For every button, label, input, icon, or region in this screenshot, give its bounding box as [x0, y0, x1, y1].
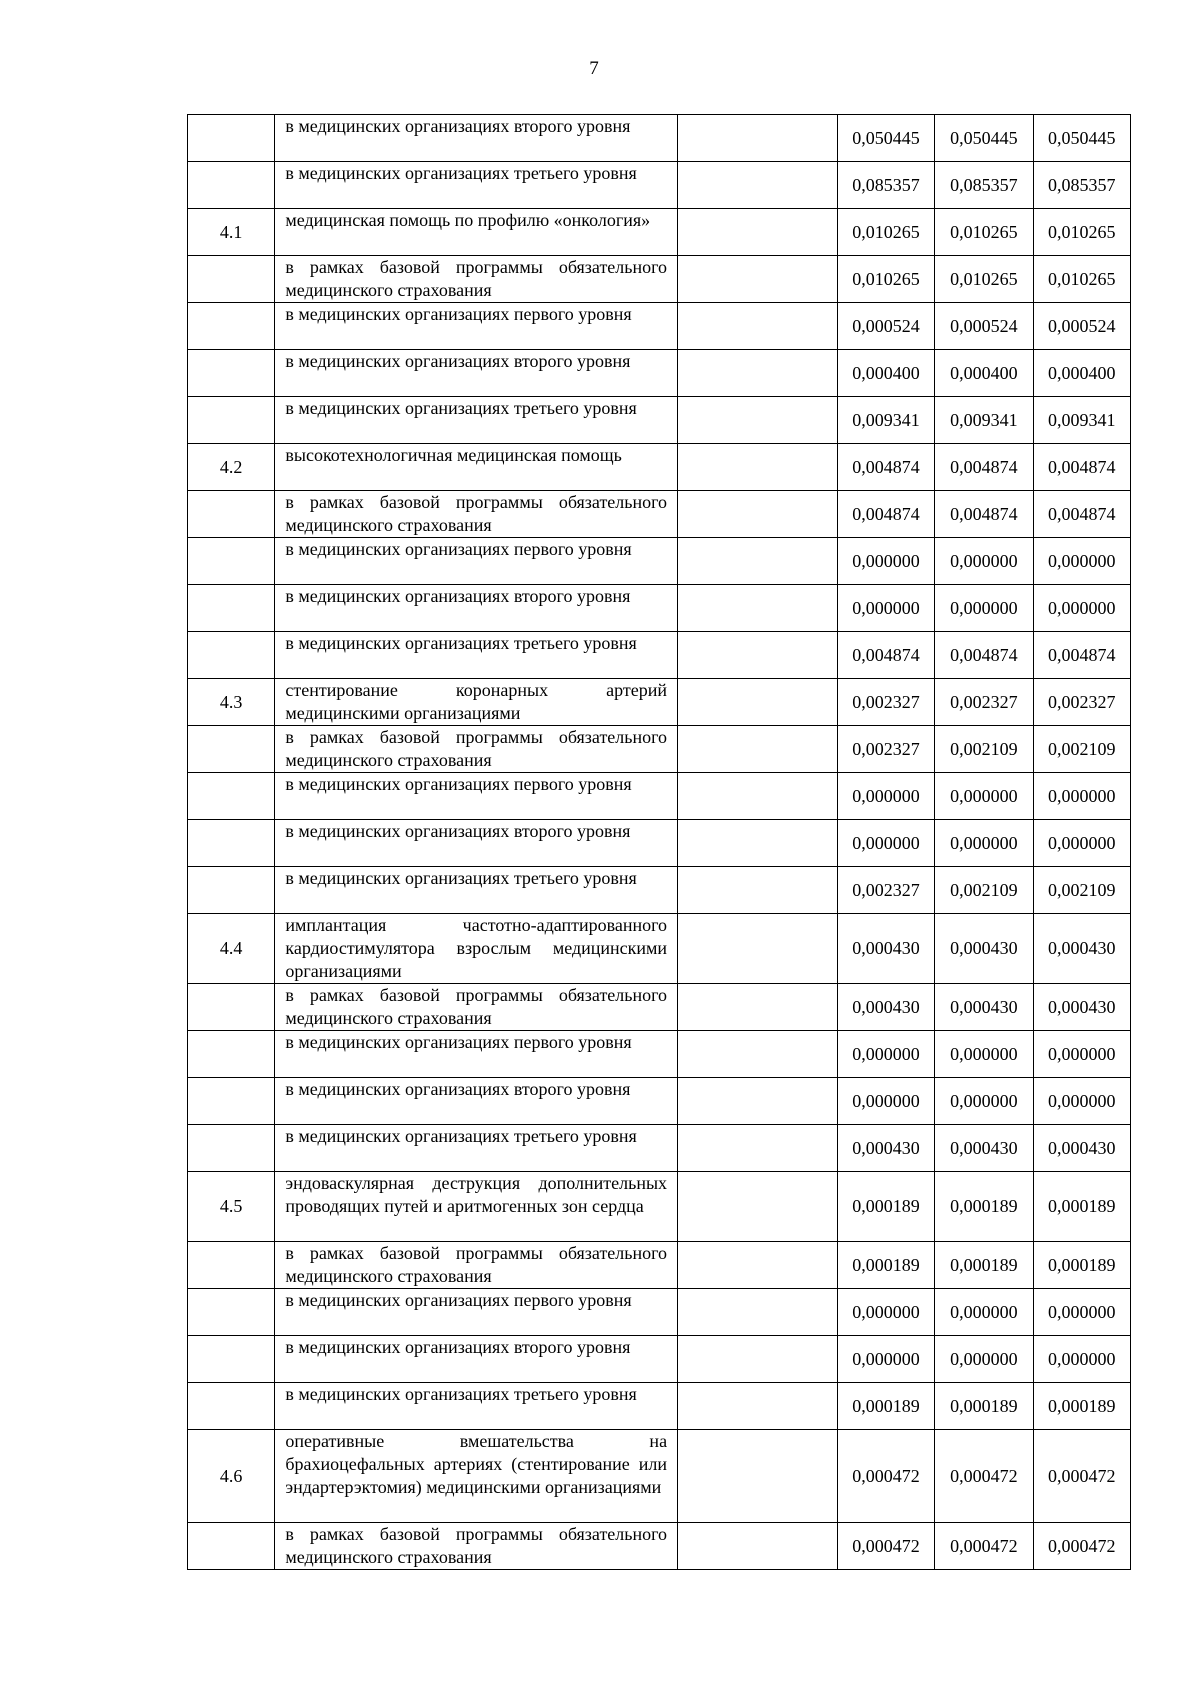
- table-row: [188, 538, 1131, 585]
- row-description-text: в медицинских организациях первого уровня: [285, 1032, 632, 1052]
- empty-unit-cell: [678, 914, 838, 984]
- table-row: [188, 115, 1131, 162]
- row-number-cell: 4.3: [188, 679, 275, 726]
- value-cell-2: 0,000430: [935, 984, 1033, 1031]
- row-number-cell: [188, 1078, 275, 1125]
- row-description-cell: [275, 162, 678, 209]
- table-row: [188, 162, 1131, 209]
- value-cell-3: 0,000000: [1033, 1031, 1130, 1078]
- value-cell-1: 0,009341: [837, 397, 934, 444]
- row-number-cell: [188, 1031, 275, 1078]
- row-number-cell: [188, 773, 275, 820]
- value-cell-2: 0,000000: [935, 1289, 1033, 1336]
- value-cell-2: 0,010265: [935, 256, 1033, 303]
- row-description-cell: [275, 1289, 678, 1336]
- value-cell-1: 0,000524: [837, 303, 934, 350]
- value-cell-1: 0,000000: [837, 773, 934, 820]
- row-description-cell: [275, 256, 678, 303]
- table-row: [188, 1336, 1131, 1383]
- value-cell-2: 0,000472: [935, 1523, 1033, 1570]
- row-number-cell: [188, 984, 275, 1031]
- empty-unit-cell: [678, 538, 838, 585]
- row-description-text: в рамках базовой программы обязательного медицинского страхования: [285, 1524, 668, 1567]
- row-number-cell: [188, 632, 275, 679]
- value-cell-2: 0,000430: [935, 914, 1033, 984]
- value-cell-3: 0,002109: [1033, 867, 1130, 914]
- row-description-text: в медицинских организациях второго уровня: [285, 1079, 631, 1099]
- value-cell-3: 0,000000: [1033, 585, 1130, 632]
- value-cell-3: 0,000189: [1033, 1242, 1130, 1289]
- row-description-text: в медицинских организациях третьего уровня: [285, 633, 637, 653]
- value-cell-3: 0,000000: [1033, 538, 1130, 585]
- empty-unit-cell: [678, 1172, 838, 1242]
- value-cell-3: 0,004874: [1033, 491, 1130, 538]
- value-cell-2: 0,004874: [935, 632, 1033, 679]
- value-cell-2: 0,000400: [935, 350, 1033, 397]
- row-description-cell: [275, 491, 678, 538]
- value-cell-2: 0,000000: [935, 538, 1033, 585]
- value-cell-2: 0,000000: [935, 585, 1033, 632]
- row-number-cell: [188, 115, 275, 162]
- empty-unit-cell: [678, 303, 838, 350]
- row-description-cell: [275, 303, 678, 350]
- row-number-cell: [188, 1242, 275, 1289]
- value-cell-1: 0,004874: [837, 444, 934, 491]
- row-description-text: эндоваскулярная деструкция дополнительных проводящих путей и аритмогенных зон сердца: [285, 1173, 668, 1216]
- value-cell-1: 0,085357: [837, 162, 934, 209]
- value-cell-1: 0,000400: [837, 350, 934, 397]
- row-number-cell: 4.6: [188, 1430, 275, 1523]
- table-row: [188, 1523, 1131, 1570]
- table-row: [188, 867, 1131, 914]
- table-row: [188, 1242, 1131, 1289]
- row-description-text: оперативные вмешательства на брахиоцефальных артериях (стентирование или эндартерэктомия) медицинскими организациями: [285, 1431, 668, 1497]
- row-number-cell: [188, 1125, 275, 1172]
- value-cell-3: 0,000430: [1033, 984, 1130, 1031]
- indicators-table: [187, 114, 1131, 1570]
- row-description-cell: [275, 1125, 678, 1172]
- value-cell-3: 0,000524: [1033, 303, 1130, 350]
- row-number-cell: 4.5: [188, 1172, 275, 1242]
- value-cell-1: 0,002327: [837, 679, 934, 726]
- row-description-text: в медицинских организациях третьего уровня: [285, 1126, 637, 1146]
- row-description-text: высокотехнологичная медицинская помощь: [285, 445, 622, 465]
- value-cell-1: 0,004874: [837, 632, 934, 679]
- value-cell-2: 0,004874: [935, 444, 1033, 491]
- value-cell-3: 0,000000: [1033, 1078, 1130, 1125]
- row-number-cell: 4.1: [188, 209, 275, 256]
- empty-unit-cell: [678, 1523, 838, 1570]
- empty-unit-cell: [678, 397, 838, 444]
- value-cell-2: 0,000000: [935, 1031, 1033, 1078]
- row-description-cell: [275, 1383, 678, 1430]
- row-description-text: в рамках базовой программы обязательного медицинского страхования: [285, 492, 668, 535]
- row-number-cell: [188, 867, 275, 914]
- empty-unit-cell: [678, 491, 838, 538]
- value-cell-1: 0,000000: [837, 820, 934, 867]
- row-description-text: в медицинских организациях первого уровня: [285, 774, 632, 794]
- row-description-cell: [275, 350, 678, 397]
- value-cell-3: 0,004874: [1033, 632, 1130, 679]
- row-number-cell: [188, 303, 275, 350]
- row-description-cell: [275, 209, 678, 256]
- value-cell-1: 0,000472: [837, 1430, 934, 1523]
- row-description-text: стентирование коронарных артерий медицинскими организациями: [285, 680, 668, 723]
- value-cell-1: 0,000472: [837, 1523, 934, 1570]
- empty-unit-cell: [678, 1336, 838, 1383]
- empty-unit-cell: [678, 256, 838, 303]
- row-description-cell: [275, 1430, 678, 1523]
- value-cell-3: 0,000430: [1033, 914, 1130, 984]
- row-number-cell: [188, 820, 275, 867]
- value-cell-2: 0,002327: [935, 679, 1033, 726]
- value-cell-2: 0,000000: [935, 1078, 1033, 1125]
- value-cell-3: 0,000400: [1033, 350, 1130, 397]
- row-description-cell: [275, 1242, 678, 1289]
- row-description-text: в медицинских организациях третьего уровня: [285, 398, 637, 418]
- row-description-cell: [275, 585, 678, 632]
- row-number-cell: [188, 256, 275, 303]
- empty-unit-cell: [678, 1383, 838, 1430]
- row-description-text: имплантация частотно-адаптированного кардиостимулятора взрослым медицинскими организациями: [285, 915, 668, 981]
- value-cell-1: 0,000189: [837, 1242, 934, 1289]
- row-description-text: в медицинских организациях первого уровня: [285, 1290, 632, 1310]
- value-cell-2: 0,000472: [935, 1430, 1033, 1523]
- value-cell-3: 0,000189: [1033, 1172, 1130, 1242]
- row-description-cell: [275, 1523, 678, 1570]
- row-number-cell: [188, 1289, 275, 1336]
- empty-unit-cell: [678, 867, 838, 914]
- value-cell-3: 0,050445: [1033, 115, 1130, 162]
- value-cell-1: 0,000000: [837, 1289, 934, 1336]
- value-cell-2: 0,002109: [935, 867, 1033, 914]
- value-cell-1: 0,004874: [837, 491, 934, 538]
- row-description-text: в медицинских организациях третьего уровня: [285, 163, 637, 183]
- value-cell-3: 0,000189: [1033, 1383, 1130, 1430]
- value-cell-2: 0,000000: [935, 820, 1033, 867]
- empty-unit-cell: [678, 726, 838, 773]
- empty-unit-cell: [678, 585, 838, 632]
- empty-unit-cell: [678, 1031, 838, 1078]
- table-row: [188, 820, 1131, 867]
- value-cell-1: 0,050445: [837, 115, 934, 162]
- empty-unit-cell: [678, 820, 838, 867]
- row-number-cell: [188, 538, 275, 585]
- table-row: [188, 1078, 1131, 1125]
- value-cell-3: 0,085357: [1033, 162, 1130, 209]
- table-row: [188, 914, 1131, 984]
- row-description-text: в медицинских организациях первого уровня: [285, 539, 632, 559]
- value-cell-1: 0,002327: [837, 726, 934, 773]
- row-number-cell: [188, 585, 275, 632]
- value-cell-1: 0,010265: [837, 209, 934, 256]
- value-cell-3: 0,000000: [1033, 1289, 1130, 1336]
- table-row: [188, 1031, 1131, 1078]
- value-cell-2: 0,085357: [935, 162, 1033, 209]
- value-cell-3: 0,000000: [1033, 1336, 1130, 1383]
- value-cell-1: 0,000430: [837, 984, 934, 1031]
- value-cell-2: 0,000430: [935, 1125, 1033, 1172]
- row-description-cell: [275, 632, 678, 679]
- value-cell-1: 0,000430: [837, 1125, 934, 1172]
- value-cell-2: 0,000189: [935, 1172, 1033, 1242]
- table-row: [188, 679, 1131, 726]
- value-cell-3: 0,000000: [1033, 820, 1130, 867]
- value-cell-1: 0,000000: [837, 538, 934, 585]
- row-description-cell: [275, 773, 678, 820]
- value-cell-2: 0,000000: [935, 1336, 1033, 1383]
- table-row: [188, 984, 1131, 1031]
- empty-unit-cell: [678, 984, 838, 1031]
- value-cell-1: 0,002327: [837, 867, 934, 914]
- empty-unit-cell: [678, 444, 838, 491]
- row-description-text: в рамках базовой программы обязательного медицинского страхования: [285, 1243, 668, 1286]
- row-description-cell: [275, 538, 678, 585]
- row-description-cell: [275, 1078, 678, 1125]
- row-description-text: медицинская помощь по профилю «онкология»: [285, 210, 651, 230]
- row-description-cell: [275, 679, 678, 726]
- value-cell-1: 0,000000: [837, 1031, 934, 1078]
- row-description-cell: [275, 820, 678, 867]
- value-cell-2: 0,050445: [935, 115, 1033, 162]
- empty-unit-cell: [678, 1242, 838, 1289]
- value-cell-3: 0,000000: [1033, 773, 1130, 820]
- row-number-cell: [188, 1523, 275, 1570]
- row-description-cell: [275, 726, 678, 773]
- value-cell-1: 0,000000: [837, 585, 934, 632]
- row-description-text: в медицинских организациях второго уровня: [285, 351, 631, 371]
- row-description-text: в медицинских организациях второго уровня: [285, 1337, 631, 1357]
- empty-unit-cell: [678, 162, 838, 209]
- value-cell-1: 0,000189: [837, 1172, 934, 1242]
- value-cell-3: 0,010265: [1033, 256, 1130, 303]
- row-description-cell: [275, 1031, 678, 1078]
- row-description-text: в медицинских организациях второго уровня: [285, 116, 631, 136]
- row-number-cell: [188, 350, 275, 397]
- table-row: [188, 444, 1131, 491]
- value-cell-3: 0,000472: [1033, 1430, 1130, 1523]
- row-description-text: в медицинских организациях первого уровня: [285, 304, 632, 324]
- table-row: [188, 209, 1131, 256]
- empty-unit-cell: [678, 209, 838, 256]
- table-row: [188, 1430, 1131, 1523]
- value-cell-3: 0,009341: [1033, 397, 1130, 444]
- value-cell-2: 0,000524: [935, 303, 1033, 350]
- value-cell-2: 0,010265: [935, 209, 1033, 256]
- empty-unit-cell: [678, 115, 838, 162]
- row-description-cell: [275, 1336, 678, 1383]
- row-description-cell: [275, 397, 678, 444]
- table-row: [188, 632, 1131, 679]
- value-cell-1: 0,000430: [837, 914, 934, 984]
- row-description-cell: [275, 444, 678, 491]
- value-cell-3: 0,002327: [1033, 679, 1130, 726]
- row-number-cell: [188, 1383, 275, 1430]
- value-cell-2: 0,009341: [935, 397, 1033, 444]
- value-cell-1: 0,010265: [837, 256, 934, 303]
- empty-unit-cell: [678, 1289, 838, 1336]
- empty-unit-cell: [678, 1078, 838, 1125]
- page-number: 7: [589, 58, 599, 79]
- table-row: [188, 1172, 1131, 1242]
- table-row: [188, 350, 1131, 397]
- row-number-cell: 4.2: [188, 444, 275, 491]
- row-description-text: в медицинских организациях третьего уровня: [285, 1384, 637, 1404]
- table-body: [188, 115, 1131, 1570]
- table-row: [188, 256, 1131, 303]
- table-row: [188, 585, 1131, 632]
- table-row: [188, 1125, 1131, 1172]
- row-description-cell: [275, 984, 678, 1031]
- table-row: [188, 773, 1131, 820]
- row-description-cell: [275, 914, 678, 984]
- row-number-cell: [188, 1336, 275, 1383]
- row-description-text: в медицинских организациях третьего уровня: [285, 868, 637, 888]
- empty-unit-cell: [678, 773, 838, 820]
- row-description-text: в рамках базовой программы обязательного медицинского страхования: [285, 257, 668, 300]
- empty-unit-cell: [678, 679, 838, 726]
- empty-unit-cell: [678, 1430, 838, 1523]
- value-cell-2: 0,000189: [935, 1242, 1033, 1289]
- value-cell-3: 0,000430: [1033, 1125, 1130, 1172]
- row-description-text: в медицинских организациях второго уровня: [285, 586, 631, 606]
- value-cell-3: 0,000472: [1033, 1523, 1130, 1570]
- value-cell-2: 0,000000: [935, 773, 1033, 820]
- row-description-cell: [275, 1172, 678, 1242]
- row-description-text: в медицинских организациях второго уровня: [285, 821, 631, 841]
- value-cell-2: 0,004874: [935, 491, 1033, 538]
- empty-unit-cell: [678, 1125, 838, 1172]
- row-number-cell: [188, 491, 275, 538]
- value-cell-2: 0,002109: [935, 726, 1033, 773]
- row-number-cell: [188, 726, 275, 773]
- empty-unit-cell: [678, 350, 838, 397]
- table-row: [188, 1383, 1131, 1430]
- row-description-cell: [275, 867, 678, 914]
- row-number-cell: 4.4: [188, 914, 275, 984]
- value-cell-1: 0,000000: [837, 1078, 934, 1125]
- value-cell-1: 0,000189: [837, 1383, 934, 1430]
- value-cell-2: 0,000189: [935, 1383, 1033, 1430]
- table-row: [188, 303, 1131, 350]
- table-row: [188, 397, 1131, 444]
- table-row: [188, 726, 1131, 773]
- row-description-text: в рамках базовой программы обязательного медицинского страхования: [285, 985, 668, 1028]
- row-description-cell: [275, 115, 678, 162]
- table-row: [188, 1289, 1131, 1336]
- table-row: [188, 491, 1131, 538]
- row-number-cell: [188, 397, 275, 444]
- value-cell-1: 0,000000: [837, 1336, 934, 1383]
- value-cell-3: 0,010265: [1033, 209, 1130, 256]
- row-number-cell: [188, 162, 275, 209]
- value-cell-3: 0,004874: [1033, 444, 1130, 491]
- empty-unit-cell: [678, 632, 838, 679]
- value-cell-3: 0,002109: [1033, 726, 1130, 773]
- row-description-text: в рамках базовой программы обязательного медицинского страхования: [285, 727, 668, 770]
